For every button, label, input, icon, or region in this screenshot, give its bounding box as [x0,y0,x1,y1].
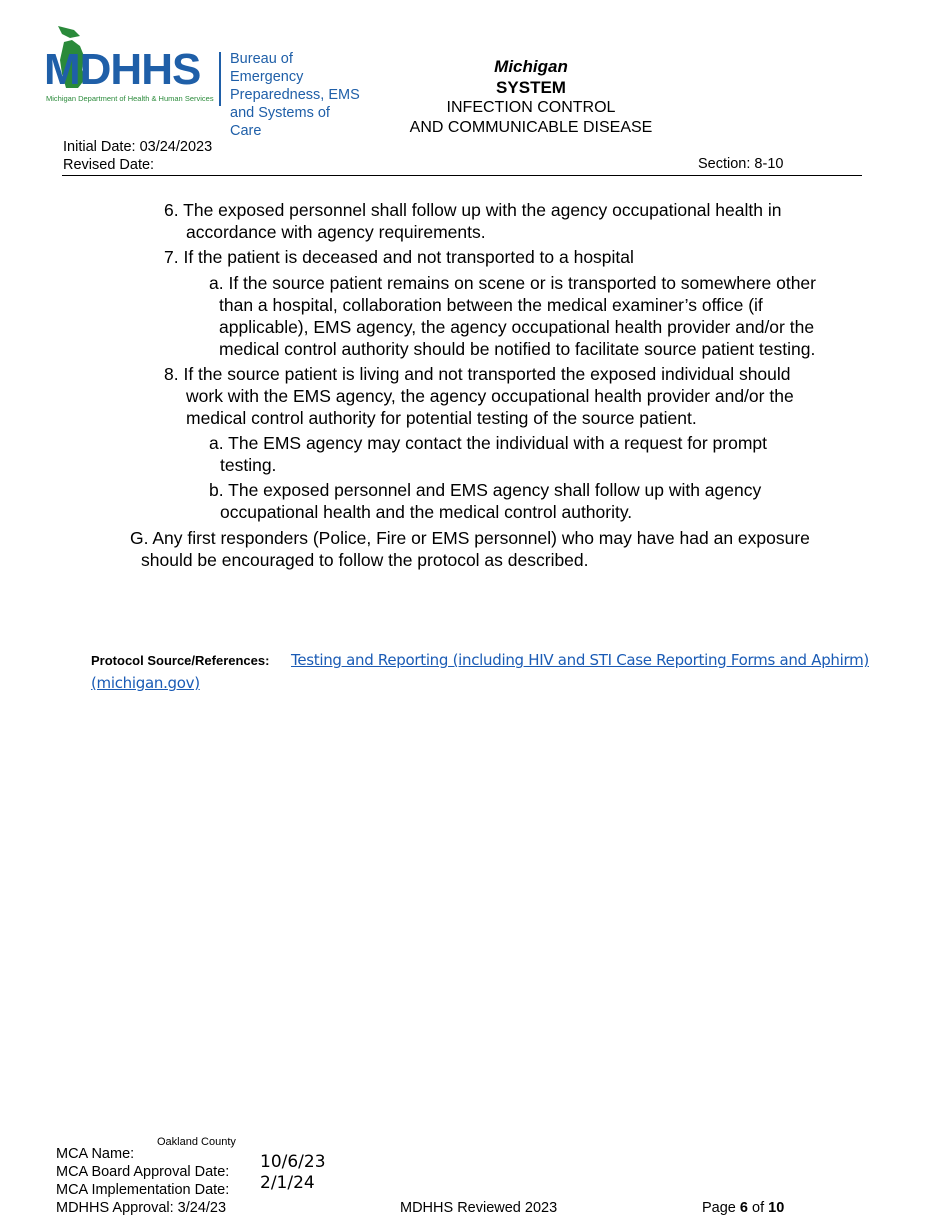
header-rule [62,175,862,176]
header-title-2: AND COMMUNICABLE DISEASE [409,119,653,136]
initial-date: Initial Date: 03/24/2023 [63,139,213,155]
page-current: 6 [739,1200,748,1216]
header-state: Michigan [494,57,568,76]
page-total: 10 [768,1200,785,1216]
item-8-line-3: medical control authority for potential testing of the source patient. [186,408,697,428]
item-7: 7. If the patient is deceased and not transported to a hospital [164,247,634,267]
page-prefix: Page [702,1200,736,1216]
item-7a-line-4: medical control authority should be notified to facilitate source patient testing. [219,339,816,359]
section-number: Section: 8-10 [698,156,784,172]
logo-wordmark: MDHHS [44,45,201,94]
mca-impl-value: 2/1/24 [260,1173,315,1193]
revised-date: Revised Date: [63,157,155,173]
header-system: SYSTEM [496,78,566,97]
page-number [702,1199,784,1217]
mca-impl-label: MCA Implementation Date: [56,1182,230,1198]
item-g-line-2: should be encouraged to follow the protocol as described. [141,550,589,570]
bureau-line-1: Bureau of Emergency [230,51,304,85]
mdhhs-logo [44,26,364,139]
logo-bureau [230,50,364,140]
logo-divider [219,52,221,106]
item-6-line-1: 6. The exposed personnel shall follow up with the agency occupational health in [164,200,782,220]
item-g-line-1: G. Any first responders (Police, Fire or EMS personnel) who may have had an exposure [130,528,810,548]
mca-board-label: MCA Board Approval Date: [56,1164,230,1180]
references-label: Protocol Source/References: [91,653,270,668]
item-8b-line-1: b. The exposed personnel and EMS agency shall follow up with agency [209,480,762,500]
header-dates [63,138,212,174]
item-8a-line-2: testing. [220,455,277,475]
bureau-line-2: Preparedness, EMS [230,87,360,103]
bureau-line-3: and Systems of Care [230,105,330,139]
item-7a-line-3: applicable), EMS agency, the agency occupational health provider and/or the [219,317,815,337]
mdhhs-approval: MDHHS Approval: 3/24/23 [56,1200,227,1216]
logo-subtitle: Michigan Department of Health & Human Services [46,94,214,103]
item-8a-line-1: a. The EMS agency may contact the individual with a request for prompt [209,433,768,453]
mca-board-value: 10/6/23 [260,1152,326,1172]
item-8-line-2: work with the EMS agency, the agency occupational health provider and/or the [186,386,794,406]
mca-name-value: Oakland County [157,1136,236,1148]
header-title-1: INFECTION CONTROL [446,99,616,116]
page-of: of [752,1200,765,1216]
references-link-line-2[interactable]: (michigan.gov) [91,674,200,692]
item-8b-line-2: occupational health and the medical control authority. [220,502,633,522]
item-6-line-2: accordance with agency requirements. [186,222,486,242]
references-link-line-1[interactable]: Testing and Reporting (including HIV and STI Case Reporting Forms and Aphirm) [291,651,869,669]
item-7a-line-1: a. If the source patient remains on scene or is transported to somewhere other [209,273,816,293]
mdhhs-reviewed: MDHHS Reviewed 2023 [400,1200,558,1216]
mca-name-label: MCA Name: [56,1146,135,1162]
item-7a-line-2: than a hospital, collaboration between the medical examiner’s office (if [219,295,763,315]
item-8-line-1: 8. If the source patient is living and not transported the exposed individual should [164,364,791,384]
